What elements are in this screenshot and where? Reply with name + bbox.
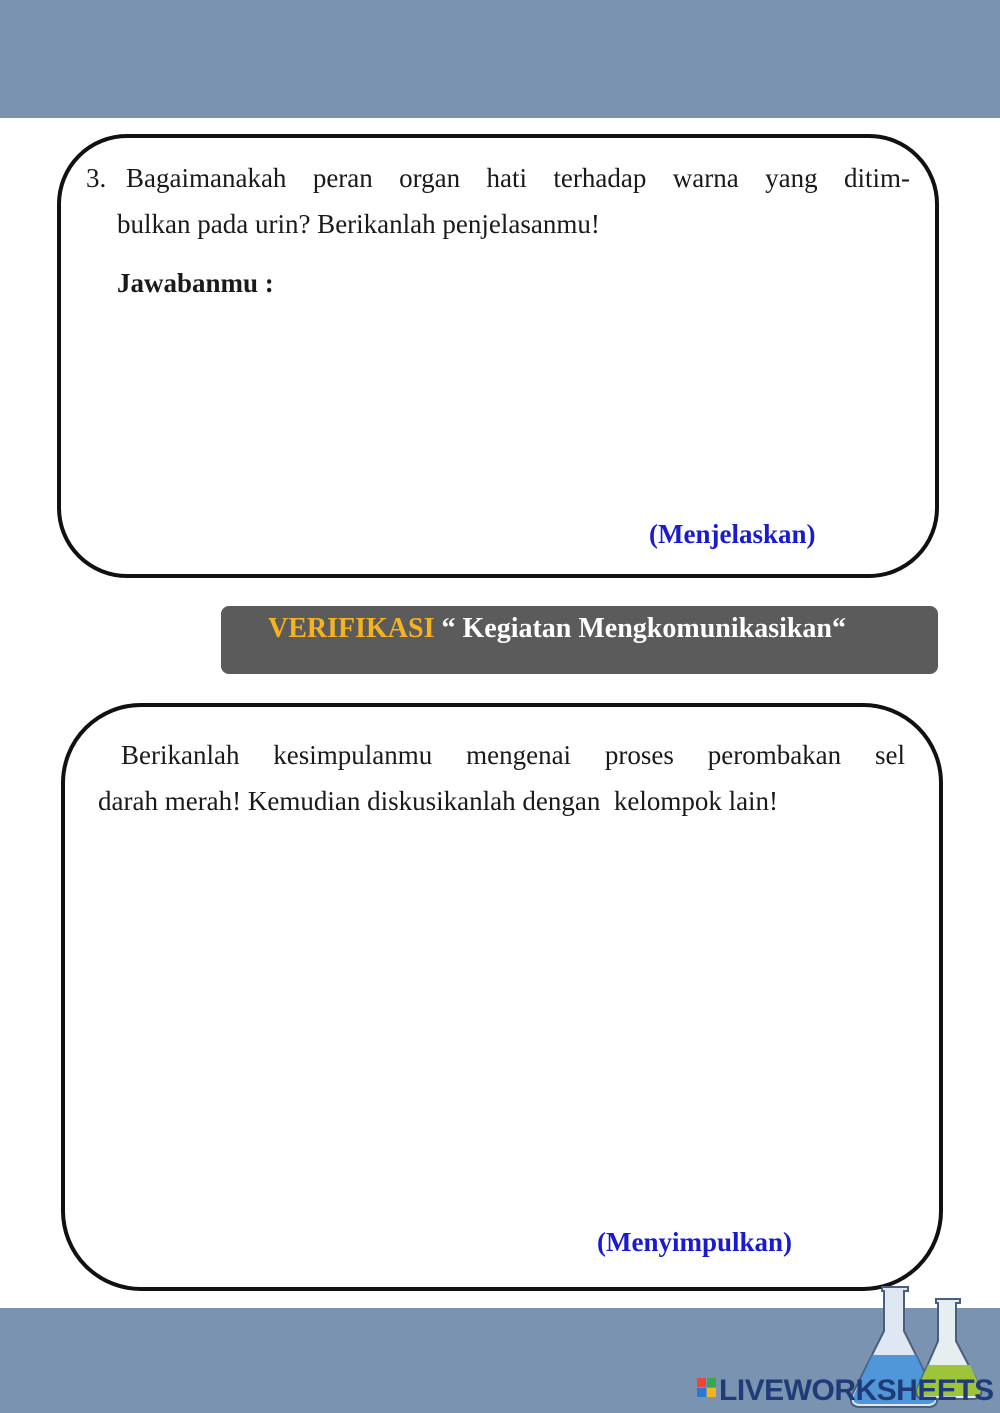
- conclusion-area[interactable]: [100, 830, 900, 1210]
- header-band: [0, 0, 1000, 118]
- question-text-line2: bulkan pada urin? Berikanlah penjelasanmu!: [117, 209, 600, 239]
- answer-area[interactable]: [100, 310, 900, 505]
- question-number: 3.: [86, 163, 107, 193]
- liveworksheets-logo-icon: [697, 1378, 717, 1398]
- section-banner-title: [268, 613, 846, 645]
- skill-label-explain: (Menjelaskan): [649, 519, 816, 549]
- banner-accent: VERIFIKASI: [268, 613, 435, 644]
- question-text-line1: Bagaimanakah peran organ hati terhadap warna yang ditim-: [126, 163, 910, 193]
- skill-label-conclude: (Menyimpulkan): [597, 1227, 793, 1257]
- banner-title: “ Kegiatan Mengkomunikasikan“: [434, 613, 847, 644]
- instruction-line2: darah merah! Kemudian diskusikanlah dengan kelompok lain!: [98, 786, 779, 816]
- instruction-line1: Berikanlah kesimpulanmu mengenai proses perombakan sel: [121, 740, 905, 770]
- liveworksheets-wordmark: LIVEWORKSHEETS: [719, 1374, 994, 1407]
- answer-label: Jawabanmu :: [117, 268, 274, 298]
